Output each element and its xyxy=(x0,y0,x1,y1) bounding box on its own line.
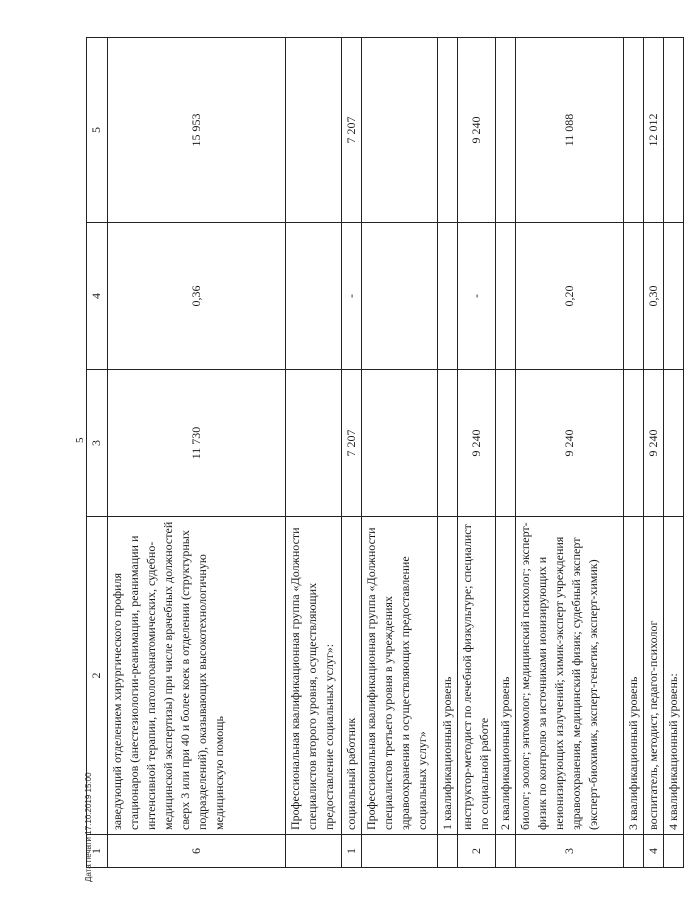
table-row xyxy=(362,38,438,868)
table-row xyxy=(624,38,644,868)
base-salary: 9 240 xyxy=(644,370,664,517)
header-cell: 4 xyxy=(87,223,108,370)
coefficient: 0,30 xyxy=(644,223,664,370)
base-salary: 11 730 xyxy=(108,370,286,517)
row-number xyxy=(664,835,684,868)
level-heading: 1 квалификационный уровень xyxy=(438,517,458,835)
page-number: 5 xyxy=(74,437,86,443)
table-row xyxy=(664,38,684,868)
group-heading: Профессиональная квалификационная группа «Должности специалистов второго уровня, осуществляющих предоставление социальных услуг»: xyxy=(286,517,342,835)
row-number: 6 xyxy=(108,835,286,868)
level-heading: 3 квалификационный уровень xyxy=(624,517,644,835)
coefficient xyxy=(624,223,644,370)
coefficient xyxy=(362,223,438,370)
row-number: 1 xyxy=(342,835,362,868)
total-salary: 15 953 xyxy=(108,38,286,223)
row-number xyxy=(438,835,458,868)
coefficient: 0,36 xyxy=(108,223,286,370)
position-name: социальный работник xyxy=(342,517,362,835)
header-cell: 2 xyxy=(87,517,108,835)
header-cell: 1 xyxy=(87,835,108,868)
coefficient: - xyxy=(458,223,496,370)
position-name: воспитатель, методист, педагог-психолог xyxy=(644,517,664,835)
base-salary xyxy=(496,370,516,517)
table-row xyxy=(286,38,342,868)
base-salary: 7 207 xyxy=(342,370,362,517)
table-row xyxy=(516,38,624,868)
base-salary xyxy=(362,370,438,517)
table-header-row xyxy=(87,38,108,868)
level-heading: 4 квалификационный уровень: xyxy=(664,517,684,835)
position-name: инструктор-методист по лечебной физкультуре; специалист по социальной работе xyxy=(458,517,496,835)
base-salary xyxy=(624,370,644,517)
table-row xyxy=(342,38,362,868)
position-name: биолог; зоолог; энтомолог; медицинский психолог; эксперт-физик по контролю за источниками ионизирующих и неионизирующих излучений; химик-эксперт учреждения здравоохранения, медицинский физик; судебный эксперт (эксперт-биохимик, эксперт-генетик, эксперт-химик) xyxy=(516,517,624,835)
total-salary xyxy=(438,38,458,223)
base-salary xyxy=(438,370,458,517)
total-salary xyxy=(496,38,516,223)
coefficient xyxy=(286,223,342,370)
coefficient xyxy=(496,223,516,370)
table-row xyxy=(438,38,458,868)
base-salary xyxy=(664,370,684,517)
coefficient xyxy=(664,223,684,370)
total-salary: 9 240 xyxy=(458,38,496,223)
coefficient: - xyxy=(342,223,362,370)
row-number: 2 xyxy=(458,835,496,868)
total-salary xyxy=(362,38,438,223)
base-salary: 9 240 xyxy=(516,370,624,517)
print-date: Дата печати 17.10.2019 15:00 xyxy=(84,772,93,882)
base-salary xyxy=(286,370,342,517)
row-number xyxy=(496,835,516,868)
header-cell: 3 xyxy=(87,370,108,517)
row-number xyxy=(286,835,342,868)
table-row xyxy=(496,38,516,868)
row-number: 3 xyxy=(516,835,624,868)
rotated-table-container xyxy=(86,38,680,868)
coefficient: 0,20 xyxy=(516,223,624,370)
table-row xyxy=(644,38,664,868)
header-cell: 5 xyxy=(87,38,108,223)
group-heading: Профессиональная квалификационная группа «Должности специалистов третьего уровня в учреждениях здравоохранения и осуществляющих предоставление социальных услуг» xyxy=(362,517,438,835)
total-salary xyxy=(664,38,684,223)
salary-table xyxy=(86,37,684,868)
total-salary: 12 012 xyxy=(644,38,664,223)
row-number: 4 xyxy=(644,835,664,868)
table-row xyxy=(108,38,286,868)
total-salary xyxy=(286,38,342,223)
table-row xyxy=(458,38,496,868)
total-salary: 7 207 xyxy=(342,38,362,223)
row-number xyxy=(362,835,438,868)
base-salary: 9 240 xyxy=(458,370,496,517)
position-name: заведующий отделением хирургического профиля стационаров (анестезиологии-реанимации, реанимации и интенсивной терапии, патологоанатомических, судебно-медицинской экспертизы) при числе врачебных должностей сверх 3 или при 40 и более коек в отделении (структурных подразделений), оказывающих высокотехнологичную медицинскую помощь xyxy=(108,517,286,835)
coefficient xyxy=(438,223,458,370)
row-number xyxy=(624,835,644,868)
total-salary xyxy=(624,38,644,223)
total-salary: 11 088 xyxy=(516,38,624,223)
level-heading: 2 квалификационный уровень xyxy=(496,517,516,835)
